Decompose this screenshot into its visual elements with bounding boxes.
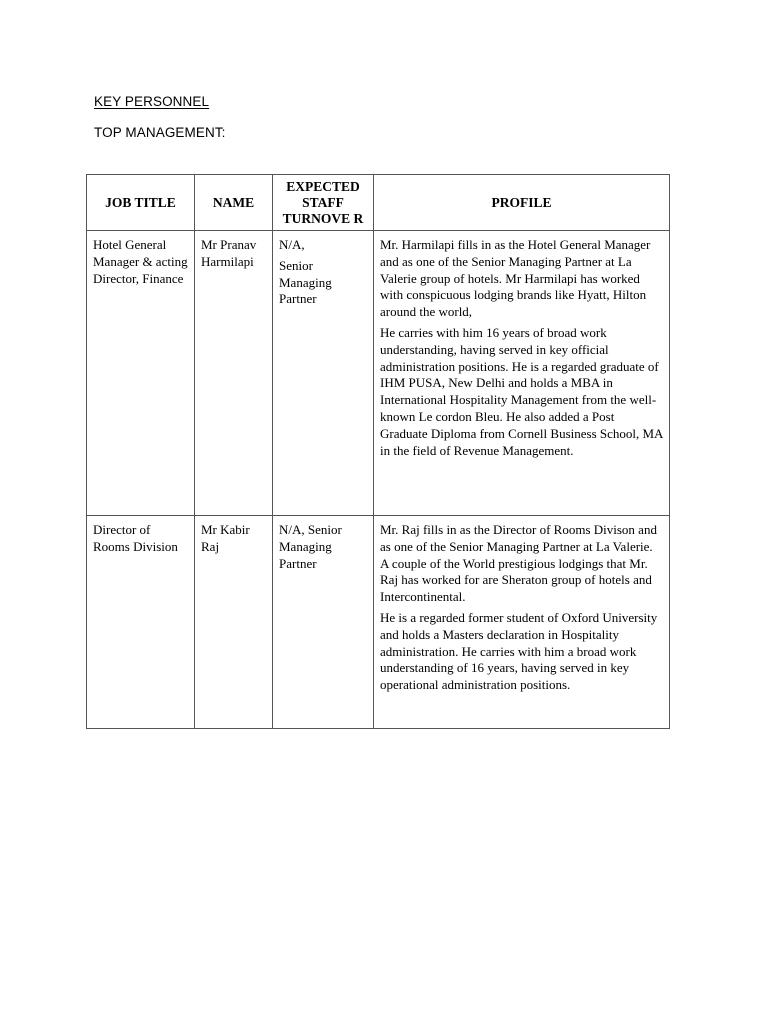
header-expected-staff-turnover: EXPECTED STAFF TURNOVE R xyxy=(273,175,374,231)
job-title-cell: Director of Rooms Division xyxy=(87,516,195,729)
profile-paragraph: Mr. Raj fills in as the Director of Rooms Divison and as one of the Senior Managing Partner at La Valerie. A couple of the World prestigious lodgings that Mr. Raj has worked for are Sheraton group of hotels and Intercontinental. xyxy=(380,522,657,605)
profile-paragraph: He is a regarded former student of Oxford University and holds a Masters declaration in Hospitality administration. He carries with him a broad work understanding of 16 years, having served in key operational administration positions. xyxy=(380,609,658,693)
name-cell: Mr Pranav Harmilapi xyxy=(195,231,273,516)
turnover-line: Senior Managing Partner xyxy=(279,257,332,307)
header-job-title: JOB TITLE xyxy=(87,175,195,231)
turnover-line: N/A, xyxy=(279,237,305,252)
key-personnel-table xyxy=(86,174,670,729)
header-name: NAME xyxy=(195,175,273,231)
profile-paragraph: Mr. Harmilapi fills in as the Hotel General Manager and as one of the Senior Managing Partner at La Valerie group of hotels. Mr Harmilapi has worked with conspicuous lodging brands like Hyatt, Hilton around the world, xyxy=(380,237,651,320)
profile-cell xyxy=(374,231,670,516)
turnover-cell xyxy=(273,231,374,516)
turnover-cell xyxy=(273,516,374,729)
table-row xyxy=(87,231,670,516)
profile-cell xyxy=(374,516,670,729)
table-header-row xyxy=(87,175,670,231)
profile-paragraph: He carries with him 16 years of broad work understanding, having served in key official administration positions. He is a regarded graduate of IHM PUSA, New Delhi and holds a MBA in International Hospitality Management from the well-known Le cordon Bleu. He also added a Post Graduate Diploma from Cornell Business School, MA in the field of Revenue Management. xyxy=(380,324,663,458)
job-title-cell: Hotel General Manager & acting Director, Finance xyxy=(87,231,195,516)
top-management-heading: TOP MANAGEMENT: xyxy=(94,125,226,140)
name-cell: Mr Kabir Raj xyxy=(195,516,273,729)
key-personnel-heading: KEY PERSONNEL xyxy=(94,94,210,109)
table-row xyxy=(87,516,670,729)
turnover-line: N/A, Senior Managing Partner xyxy=(279,522,342,571)
header-profile: PROFILE xyxy=(374,175,670,231)
